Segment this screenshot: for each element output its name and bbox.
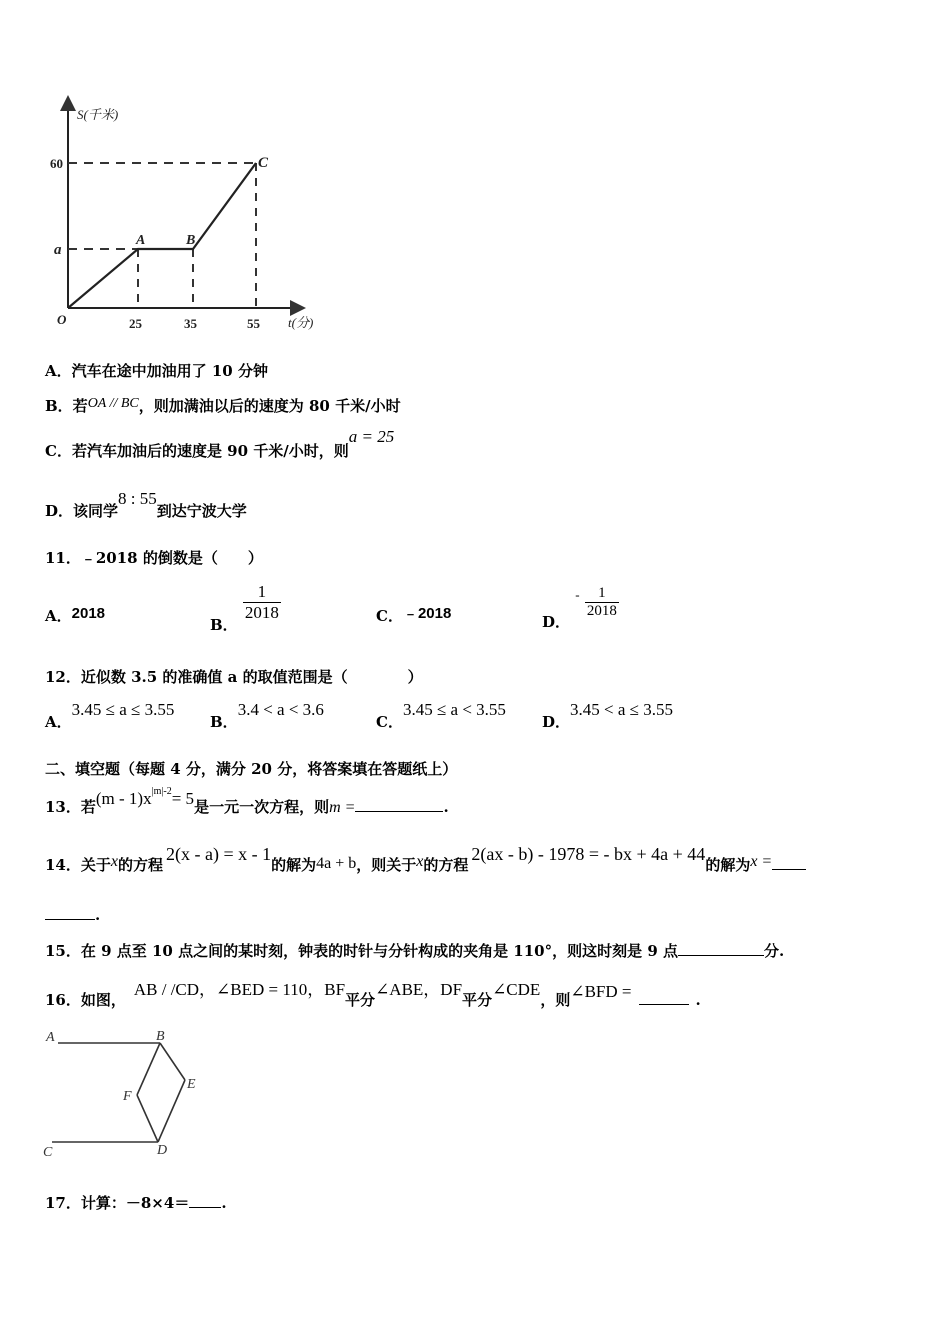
q12-option-c-label: C． bbox=[376, 713, 403, 731]
q17-end: . bbox=[221, 1194, 227, 1212]
point-b-label: B bbox=[186, 233, 196, 248]
q14-x3: x = bbox=[750, 853, 773, 870]
q14-x1: x bbox=[110, 853, 118, 870]
segment-ed bbox=[158, 1080, 185, 1142]
point-c-label: C bbox=[43, 1145, 53, 1160]
q10-option-d bbox=[45, 489, 247, 521]
q12-option-d-label: D． bbox=[542, 713, 571, 731]
q13-middle: 是一元一次方程，则 bbox=[194, 798, 330, 816]
q16-text-1: 平分 bbox=[345, 991, 376, 1009]
segment-be bbox=[160, 1043, 185, 1080]
q11-option-c-value: ﹣2018 bbox=[402, 605, 452, 622]
q11-option-d-label: D． bbox=[542, 612, 571, 631]
q10-option-d-suffix: 到达宁波大学 bbox=[156, 502, 247, 520]
q17-text: 17．计算：－8×4＝ bbox=[45, 1194, 190, 1212]
q10-option-b-suffix: ，则加满油以后的速度为 80 千米/小时 bbox=[138, 397, 401, 415]
point-b-label: B bbox=[156, 1029, 165, 1044]
y-tick-a: a bbox=[54, 242, 62, 258]
q14-text-1: 的方程 bbox=[117, 856, 163, 874]
point-d-label: D bbox=[157, 1143, 168, 1158]
parallel-lines-figure bbox=[40, 1025, 210, 1165]
q11-option-d-fraction bbox=[585, 585, 619, 620]
q10-option-c-math: a = 25 bbox=[348, 427, 395, 446]
q14-equation-2: 2(ax - b) - 1978 = - bx + 4a + 44 bbox=[471, 844, 706, 864]
q11-option-c bbox=[376, 605, 451, 626]
q16-answer-blank bbox=[639, 1004, 689, 1005]
q14-solution: 4a + b bbox=[316, 855, 357, 872]
q10-option-a: A．汽车在途中加油用了 10 分钟 bbox=[45, 362, 268, 380]
y-tick-60: 60 bbox=[50, 156, 63, 171]
q13-math-exponent: |m|-2 bbox=[151, 786, 172, 797]
q11-option-c-label: C． bbox=[376, 607, 403, 625]
q13-end: . bbox=[443, 798, 449, 816]
q15-answer-blank bbox=[678, 955, 764, 956]
q10-option-b-prefix: B．若 bbox=[45, 397, 88, 415]
y-axis-label: S(千米) bbox=[77, 107, 119, 122]
q11-option-a-label: A． bbox=[45, 607, 72, 625]
q14-answer-blank-1 bbox=[772, 869, 806, 870]
q16-text-2: 平分 bbox=[462, 991, 493, 1009]
q10-option-d-math: 8 : 55 bbox=[118, 489, 157, 508]
q16 bbox=[45, 975, 701, 1009]
point-a-label: A bbox=[46, 1030, 55, 1045]
q13-prefix: 13．若 bbox=[45, 798, 96, 816]
q10-option-c bbox=[45, 427, 395, 461]
q13-math-base: (m - 1)x bbox=[95, 789, 152, 808]
q12-stem: 12．近似数 3.5 的准确值 a 的取值范围是（ ） bbox=[45, 668, 423, 686]
q16-math-1: AB / /CD，∠BED = 110，BF bbox=[133, 980, 346, 999]
x-axis-label: t(分) bbox=[288, 315, 314, 330]
q14-text-4: 的方程 bbox=[423, 856, 469, 874]
q11-option-b-denominator: 2018 bbox=[244, 603, 279, 622]
q14-prefix: 14．关于 bbox=[45, 856, 111, 874]
q15 bbox=[45, 940, 784, 961]
q12-option-a-label: A． bbox=[45, 713, 72, 731]
q11-option-b-numerator: 1 bbox=[257, 582, 267, 601]
q14-text-3: ，则关于 bbox=[356, 856, 417, 874]
q10-option-c-prefix: C．若汽车加油后的速度是 90 千米/小时，则 bbox=[45, 442, 349, 460]
q16-math-3: ∠CDE bbox=[492, 980, 541, 999]
q11-option-b-fraction bbox=[243, 582, 281, 623]
q13-math-m: m = bbox=[329, 799, 356, 816]
q12-option-d bbox=[542, 699, 673, 731]
segment-fd bbox=[137, 1095, 158, 1142]
q14-answer-blank-2 bbox=[45, 919, 95, 920]
q11-option-d-numerator: 1 bbox=[598, 585, 606, 601]
q12-option-c-math: 3.45 ≤ a < 3.55 bbox=[402, 700, 506, 719]
segment-bf bbox=[137, 1043, 160, 1095]
q12-option-d-math: 3.45 < a ≤ 3.55 bbox=[570, 700, 673, 719]
q13-answer-blank bbox=[355, 811, 443, 812]
q14-end: . bbox=[95, 906, 101, 924]
graph-line bbox=[68, 163, 256, 308]
q16-math-4: ∠BFD = bbox=[570, 982, 632, 1001]
distance-time-graph bbox=[40, 95, 340, 340]
q13 bbox=[45, 786, 449, 816]
x-tick-25: 25 bbox=[129, 316, 142, 331]
q16-math-2: ∠ABE，DF bbox=[375, 980, 463, 999]
q10-option-d-prefix: D．该同学 bbox=[45, 502, 119, 520]
q14-text-5: 的解为 bbox=[705, 856, 751, 874]
q10-option-b-math: OA // BC bbox=[87, 396, 139, 411]
point-c-label: C bbox=[258, 155, 269, 171]
q14-x2: x bbox=[416, 853, 424, 870]
q16-prefix: 16．如图， bbox=[45, 991, 126, 1009]
q13-math-rhs: = 5 bbox=[171, 789, 195, 808]
q11-option-b bbox=[210, 582, 281, 634]
x-tick-35: 35 bbox=[184, 316, 197, 331]
q17 bbox=[45, 1192, 227, 1213]
q14-continuation bbox=[45, 906, 100, 924]
q15-text: 15．在 9 点至 10 点之间的某时刻，钟表的时针与分针构成的夹角是 110°，则这时刻是 9 点 bbox=[45, 942, 678, 960]
q14-text-2: 的解为 bbox=[271, 856, 317, 874]
q12-option-a-math: 3.45 ≤ a ≤ 3.55 bbox=[71, 700, 175, 719]
q11-option-d-denominator: 2018 bbox=[586, 603, 617, 619]
q12-option-b-math: 3.4 < a < 3.6 bbox=[237, 700, 324, 719]
q16-text-3: ，则 bbox=[540, 991, 571, 1009]
q11-option-b-label: B． bbox=[210, 615, 238, 634]
point-f-label: F bbox=[123, 1089, 132, 1104]
q16-end: . bbox=[695, 991, 701, 1009]
q14 bbox=[45, 844, 806, 874]
q11-option-a bbox=[45, 605, 105, 626]
q12-option-c bbox=[376, 699, 506, 731]
q11-option-d-sign: - bbox=[575, 586, 580, 602]
x-tick-55: 55 bbox=[247, 316, 260, 331]
q10-option-b bbox=[45, 395, 401, 416]
q11-stem: 11．﹣2018 的倒数是（ ） bbox=[45, 549, 263, 567]
q15-end: 分. bbox=[764, 942, 785, 960]
q14-equation-1: 2(x - a) = x - 1 bbox=[166, 844, 272, 864]
origin-label: O bbox=[57, 312, 67, 327]
q12-option-b-label: B． bbox=[210, 713, 238, 731]
q17-answer-blank bbox=[189, 1207, 221, 1208]
point-e-label: E bbox=[187, 1077, 196, 1092]
section2-heading: 二、填空题（每题 4 分，满分 20 分，将答案填在答题纸上） bbox=[45, 760, 458, 778]
q11-option-a-value: 2018 bbox=[71, 605, 106, 622]
q12-option-a bbox=[45, 699, 175, 731]
q11-option-d bbox=[542, 585, 619, 631]
q12-option-b bbox=[210, 699, 324, 731]
point-a-label: A bbox=[136, 233, 146, 248]
